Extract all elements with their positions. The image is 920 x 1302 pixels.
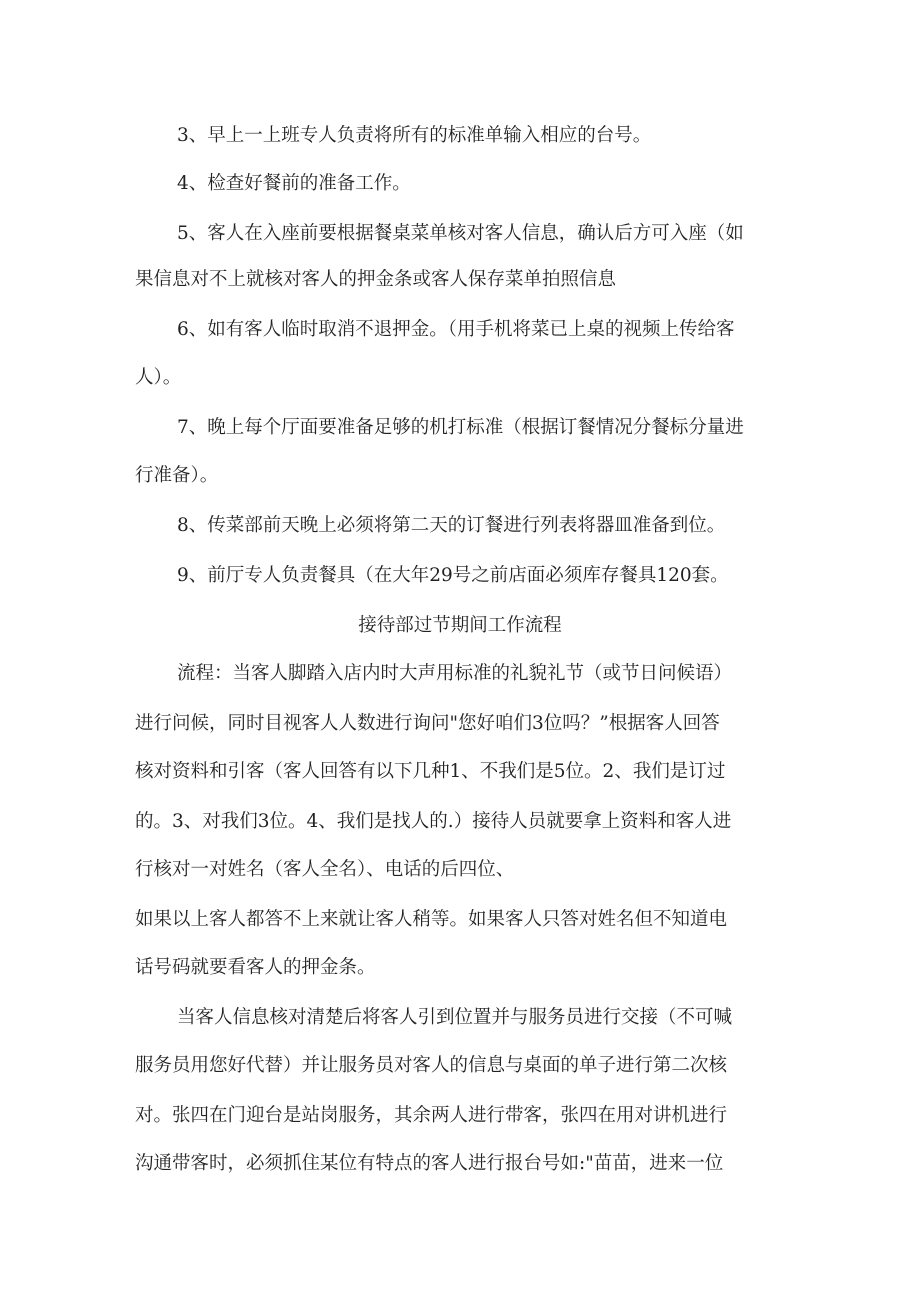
item-8-line-1: 8、传菜部前天晚上必须将第二天的订餐进行列表将器皿准备到位。 [177, 515, 726, 536]
item-5-line-2: 果信息对不上就核对客人的押金条或客人保存菜单拍照信息 [135, 269, 617, 290]
handover-line-3: 对。张四在门迎台是站岗服务，其余两人进行带客，张四在用对讲机进行 [135, 1105, 728, 1126]
section-title: 接待部过节期间工作流程 [358, 615, 562, 636]
item-3-line-1: 3、早上一上班专人负责将所有的标准单输入相应的台号。 [177, 125, 652, 146]
item-6-line-1: 6、如有客人临时取消不退押金。（用手机将菜已上桌的视频上传给客 [177, 319, 735, 340]
process-line-7: 话号码就要看客人的押金条。 [135, 957, 376, 978]
process-line-2: 进行问候，同时目视客人人数进行询问"您好咱们3位吗？”根据客人回答 [135, 713, 720, 734]
process-line-1: 流程：当客人脚踏入店内时大声用标准的礼貌礼节（或节日问候语） [177, 663, 733, 684]
handover-line-2: 服务员用您好代替）并让服务员对客人的信息与桌面的单子进行第二次核 [135, 1055, 728, 1076]
item-7-line-2: 行准备）。 [135, 465, 219, 486]
item-6-line-2: 人）。 [135, 367, 182, 388]
handover-line-4: 沟通带客时，必须抓住某位有特点的客人进行报台号如:"苗苗，进来一位 [135, 1153, 724, 1174]
item-7-line-1: 7、晚上每个厅面要准备足够的机打标准（根据订餐情况分餐标分量进 [177, 417, 744, 438]
process-line-5: 行核对一对姓名（客人全名）、电话的后四位、 [135, 859, 515, 880]
item-5-line-1: 5、客人在入座前要根据餐桌菜单核对客人信息，确认后方可入座（如 [177, 223, 744, 244]
process-line-6: 如果以上客人都答不上来就让客人稍等。如果客人只答对姓名但不知道电 [135, 909, 728, 930]
process-line-4: 的。3、对我们3位。4、我们是找人的.）接待人员就要拿上资料和客人进 [135, 811, 732, 832]
handover-line-1: 当客人信息核对清楚后将客人引到位置并与服务员进行交接（不可喊 [177, 1007, 733, 1028]
item-9-line-1: 9、前厅专人负责餐具（在大年29号之前店面必须库存餐具120套。 [177, 565, 729, 586]
item-4-line-1: 4、检查好餐前的准备工作。 [177, 173, 411, 194]
process-line-3: 核对资料和引客（客人回答有以下几种1、不我们是5位。2、我们是订过 [135, 761, 726, 782]
